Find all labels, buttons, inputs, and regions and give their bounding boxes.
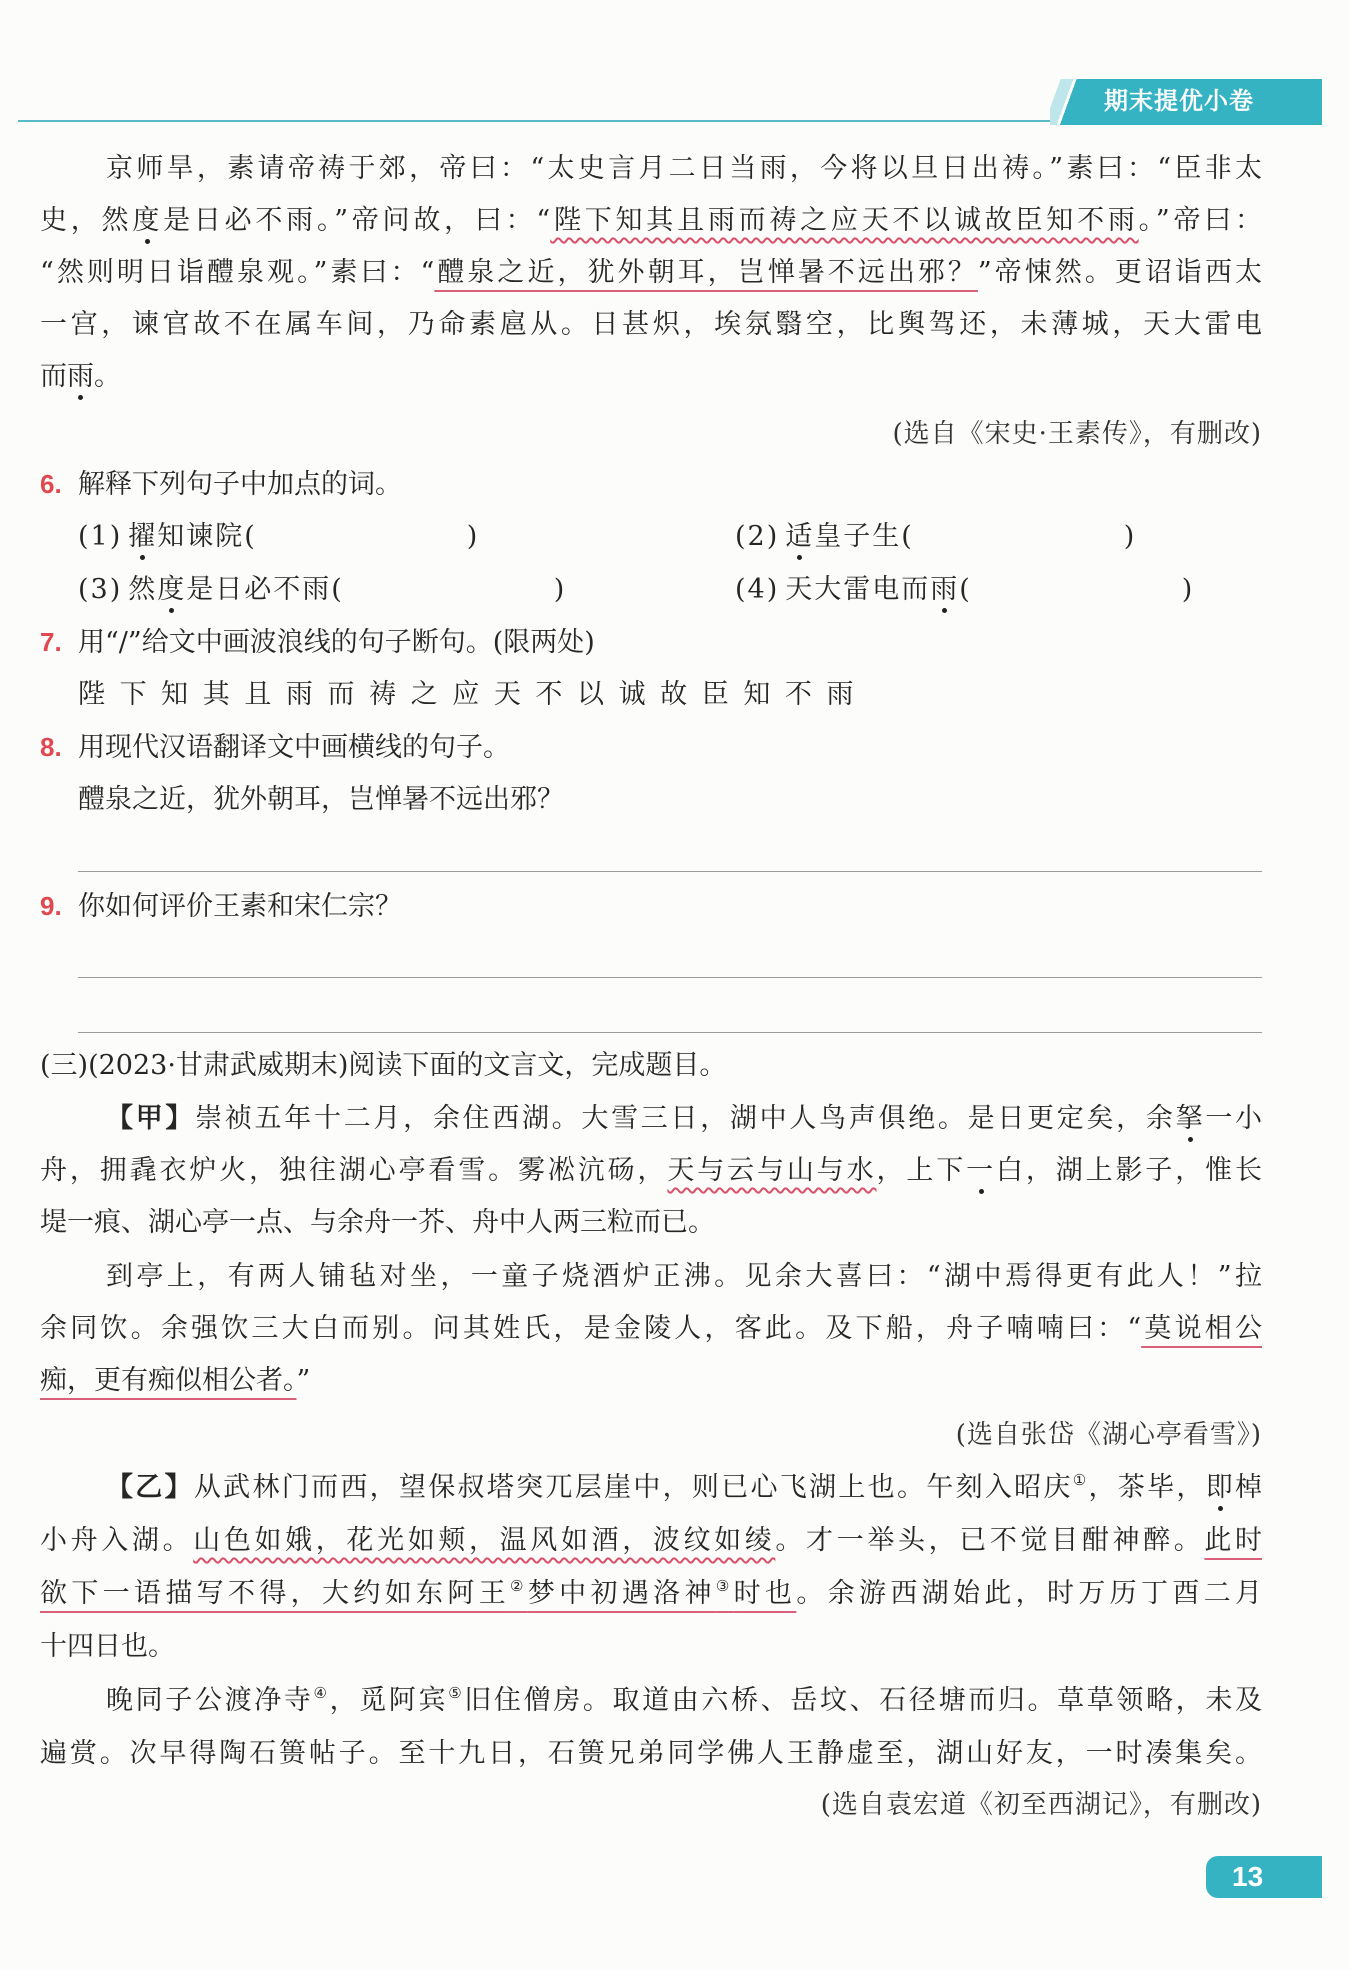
text-segment: 从武林门而西，望保叔塔突兀层崖中，则已心飞湖上也。午刻入昭庆 [193, 1472, 1073, 1503]
dotted-character: 雨 [67, 361, 94, 392]
underlined-text [40, 1578, 796, 1609]
text-line [40, 351, 1262, 403]
text-segment: 。余游西湖始此，时万历丁酉二月 [796, 1578, 1263, 1609]
underlined-text: 莫说相公 [1141, 1313, 1262, 1344]
passage-jia-paragraph-2 [40, 1251, 1262, 1407]
text-segment: 。”帝曰： [1138, 205, 1263, 236]
item-text [128, 574, 331, 605]
question-number: 6. [40, 469, 62, 499]
dotted-character: 度 [157, 574, 187, 605]
dotted-character: 擢 [128, 521, 158, 552]
footnote-marker: ⑤ [448, 1684, 465, 1702]
item-label: (3) [78, 574, 123, 605]
text-segment: 余同饮。余强饮三大白而别。问其姓氏，是金陵人，客此。及下船，舟子喃喃曰：“ [40, 1313, 1142, 1344]
dotted-character: 雨 [930, 574, 960, 605]
text-line [40, 1355, 1262, 1407]
text-segment: 史，然 [40, 205, 133, 236]
item-text [785, 574, 959, 605]
text-line [40, 1197, 1262, 1249]
text-segment: 。 [94, 361, 121, 392]
blank-close-paren: ) [1181, 574, 1195, 605]
item-label: (4) [735, 574, 780, 605]
question-number: 9. [40, 891, 62, 921]
footnote-marker: ③ [715, 1577, 734, 1595]
answer-line [78, 871, 1262, 872]
question-number: 8. [40, 732, 62, 762]
dotted-character: 一 [966, 1155, 996, 1186]
item-label: (2) [735, 521, 780, 552]
question-stem: 用“/”给文中画波浪线的句子断句。(限两处) [78, 627, 595, 658]
sentence-to-translate: 醴泉之近，犹外朝耳，岂惮暑不远出邪？ [78, 784, 564, 815]
footnote-marker: ② [510, 1577, 528, 1595]
text-segment: 崇祯五年十二月，余住西湖。大雪三日，湖中人鸟声俱绝。是日更定矣，余 [195, 1103, 1176, 1134]
passage-wang-su [40, 143, 1262, 403]
dotted-character: 拏 [1175, 1103, 1206, 1134]
passage-yi-paragraph-1 [40, 1461, 1262, 1673]
text-line [40, 247, 1262, 299]
blank-open-paren: ( [959, 574, 972, 605]
item-text [785, 521, 901, 552]
question-6-item-1 [78, 511, 479, 563]
dotted-character: 度 [132, 205, 164, 236]
text-segment: 旧住僧房。取道由六桥、岳坟、石径塘而归。草草领略，未及 [464, 1685, 1263, 1716]
text-segment: ” [296, 1365, 311, 1396]
page-number-tab [1206, 1856, 1322, 1898]
text-line [40, 143, 1262, 195]
text-line [40, 299, 1262, 351]
blank-open-paren: ( [331, 574, 344, 605]
blank-close-paren: ) [466, 521, 480, 552]
text-segment: 遍赏。次早得陶石篑帖子。至十九日，石篑兄弟同学佛人王静虚至，湖山好友，一时凑集矣。 [40, 1738, 1262, 1769]
page-number: 13 [1232, 1861, 1264, 1892]
question-stem: 你如何评价王素和宋仁宗？ [78, 891, 402, 922]
underlined-text: 醴泉之近，犹外朝耳，岂惮暑不远出邪？ [434, 257, 978, 288]
item-label: (1) [78, 521, 123, 552]
text-line [40, 1567, 1262, 1620]
underlined-text: 痴，更有痴似相公者。 [40, 1365, 297, 1396]
text-segment: 一小 [1205, 1103, 1263, 1134]
section-heading: (三)(2023·甘肃武威期末)阅读下面的文言文，完成题目。 [40, 1050, 727, 1081]
question-stem: 用现代汉语翻译文中画横线的句子。 [78, 732, 510, 763]
passage-jia-paragraph-1 [40, 1093, 1262, 1249]
text-segment: 京师旱，素请帝祷于郊，帝曰：“太史言月二日当雨，今将以旦日出祷。”素曰：“臣非太 [106, 153, 1262, 184]
blank-open-paren: ( [244, 521, 257, 552]
blank-open-paren: ( [901, 521, 914, 552]
text-segment: 是日必不雨。”帝问故，曰：“ [163, 205, 551, 236]
question-9 [40, 880, 1262, 932]
text-segment: 是日必不雨 [186, 574, 332, 605]
text-segment: 时也 [733, 1578, 797, 1609]
text-segment: 十四日也。 [40, 1631, 175, 1662]
text-segment: ，觅阿宾 [329, 1685, 449, 1716]
dotted-character: 即 [1205, 1472, 1236, 1503]
passage-yi-paragraph-2 [40, 1674, 1262, 1780]
text-segment: 知谏院 [157, 521, 245, 552]
text-segment: 然 [128, 574, 158, 605]
wavy-underlined-text: 天与云与山与水 [667, 1155, 877, 1186]
text-segment: “然则明日诣醴泉观。”素曰：“ [40, 257, 435, 288]
text-line [40, 195, 1262, 247]
text-segment: 到亭上，有两人铺毡对坐，一童子烧酒炉正沸。见余大喜曰：“湖中焉得更有此人！”拉 [106, 1261, 1262, 1292]
question-stem: 解释下列句子中加点的词。 [78, 469, 402, 500]
section-label: 【甲】 [106, 1103, 196, 1134]
header-badge [1050, 79, 1322, 125]
dotted-character: 适 [785, 521, 815, 552]
text-segment: 而 [40, 361, 67, 392]
question-number: 7. [40, 627, 62, 657]
header-rule [18, 120, 1068, 122]
question-6 [40, 458, 1262, 510]
wavy-underlined-text: 陛下知其且雨而祷之应天不以诚故臣知不雨 [550, 205, 1139, 236]
text-line [40, 1674, 1262, 1727]
question-8 [40, 721, 1262, 773]
text-segment: 梦中初遇洛神 [527, 1578, 716, 1609]
text-segment: 小舟入湖。 [40, 1525, 194, 1556]
text-segment: 舟，拥毳衣炉火，独往湖心亭看雪。雾凇沆砀， [40, 1155, 668, 1186]
item-text [128, 521, 244, 552]
question-6-item-2 [735, 511, 1136, 563]
source-citation: (选自《宋史·王素传》，有删改) [892, 419, 1262, 449]
blank-close-paren: ) [553, 574, 567, 605]
text-segment: 。才一举头，已不觉目酣神醉。 [775, 1525, 1205, 1556]
text-segment: 晚同子公渡净寺 [106, 1685, 314, 1716]
sentence-to-punctuate: 陛 下 知 其 且 雨 而 祷 之 应 天 不 以 诚 故 臣 知 不 雨 [78, 679, 857, 710]
text-segment: 堤一痕、湖心亭一点、与余舟一芥、舟中人两三粒而已。 [40, 1207, 715, 1238]
question-6-item-4 [735, 564, 1194, 616]
answer-line [78, 977, 1262, 978]
text-segment: 天大雷电而 [785, 574, 931, 605]
text-line [40, 1620, 1262, 1673]
blank-close-paren: ) [1123, 521, 1137, 552]
text-line [40, 1093, 1262, 1145]
source-citation: (选自袁宏道《初至西湖记》，有删改) [820, 1790, 1262, 1820]
text-line [40, 1303, 1262, 1355]
text-segment: ”帝悚然。更诏诣西太 [977, 257, 1262, 288]
text-segment: 白，湖上影子，惟长 [996, 1155, 1262, 1186]
text-segment: 欲下一语描写不得，大约如东阿王 [40, 1578, 511, 1609]
text-line [40, 1514, 1262, 1567]
text-line [40, 1727, 1262, 1780]
question-7 [40, 616, 1262, 668]
wavy-underlined-text: 山色如娥，花光如颊，温风如酒，波纹如绫 [193, 1525, 776, 1556]
text-segment: ，上下 [876, 1155, 967, 1186]
answer-line [78, 1032, 1262, 1033]
footnote-marker: ④ [313, 1684, 330, 1702]
header-badge-label: 期末提优小卷 [1104, 88, 1254, 115]
underlined-text: 此时 [1204, 1525, 1263, 1556]
text-segment: 棹 [1235, 1472, 1263, 1503]
text-line [40, 1145, 1262, 1197]
text-line [40, 1461, 1262, 1514]
question-6-item-3 [78, 564, 566, 616]
source-citation: (选自张岱《湖心亭看雪》) [955, 1420, 1262, 1450]
footnote-marker: ① [1072, 1471, 1089, 1489]
text-line [40, 1251, 1262, 1303]
text-segment: 一宫，谏官故不在属车间，乃命素扈从。日甚炽，埃氛翳空，比舆驾还，未薄城，天大雷电 [40, 309, 1262, 340]
text-segment: 皇子生 [814, 521, 902, 552]
section-label: 【乙】 [106, 1472, 194, 1503]
text-segment: ，茶毕， [1088, 1472, 1206, 1503]
